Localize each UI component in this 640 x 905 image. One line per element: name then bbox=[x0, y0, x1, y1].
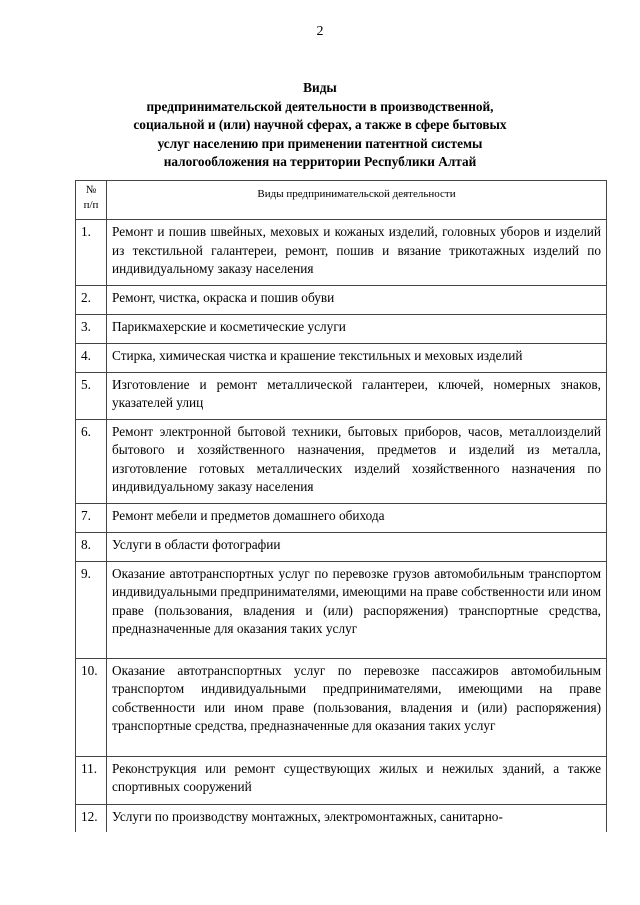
table-row bbox=[76, 220, 607, 286]
row-number: 9. bbox=[76, 561, 107, 658]
title-line-3: социальной и (или) научной сферах, а также в сфере бытовых bbox=[133, 117, 507, 132]
table-row bbox=[76, 804, 607, 832]
row-activity: Ремонт мебели и предметов домашнего обихода bbox=[107, 503, 607, 532]
table-row bbox=[76, 756, 607, 804]
row-activity: Услуги по производству монтажных, электромонтажных, санитарно- bbox=[107, 804, 607, 832]
title-line-5: налогообложения на территории Республики Алтай bbox=[163, 154, 477, 169]
title-line-2: предпринимательской деятельности в производственной, bbox=[146, 98, 494, 114]
row-number: 1. bbox=[76, 220, 107, 286]
table-row bbox=[76, 419, 607, 503]
row-activity: Оказание автотранспортных услуг по перевозке грузов автомобильным транспортом индивидуальными предпринимателями, имеющими на праве собственности или ином праве (пользования, владения и (или) распоряжения) транспортные средства, предназначенные для оказания таких услуг bbox=[107, 561, 607, 658]
row-number: 10. bbox=[76, 658, 107, 756]
activities-table bbox=[75, 180, 607, 832]
table-row bbox=[76, 561, 607, 658]
row-activity: Оказание автотранспортных услуг по перевозке пассажиров автомобильным транспортом индивидуальными предпринимателями, имеющими на праве собственности или ином праве (пользования, владения и (или) распоряжения) транспортные средства, предназначенные для оказания таких услуг bbox=[107, 658, 607, 756]
header-number-line-2: п/п bbox=[83, 199, 99, 211]
row-activity: Ремонт, чистка, окраска и пошив обуви bbox=[107, 285, 607, 314]
table-row bbox=[76, 285, 607, 314]
row-number: 3. bbox=[76, 314, 107, 343]
row-number: 2. bbox=[76, 285, 107, 314]
header-number bbox=[76, 181, 107, 220]
row-activity: Ремонт и пошив швейных, меховых и кожаных изделий, головных уборов и изделий из текстильной галантереи, ремонт, пошив и вязание трикотажных изделий по индивидуальному заказу населения bbox=[107, 220, 607, 286]
row-number: 11. bbox=[76, 756, 107, 804]
table-row bbox=[76, 503, 607, 532]
row-activity: Изготовление и ремонт металлической галантереи, ключей, номерных знаков, указателей улиц bbox=[107, 372, 607, 419]
table-row bbox=[76, 343, 607, 372]
row-activity: Парикмахерские и косметические услуги bbox=[107, 314, 607, 343]
table-row bbox=[76, 314, 607, 343]
header-number-line-1: № bbox=[85, 184, 97, 196]
document-title bbox=[100, 79, 540, 172]
row-number: 8. bbox=[76, 532, 107, 561]
title-line-1: Виды bbox=[303, 80, 337, 95]
row-activity: Стирка, химическая чистка и крашение текстильных и меховых изделий bbox=[107, 343, 607, 372]
row-number: 6. bbox=[76, 419, 107, 503]
row-activity: Ремонт электронной бытовой техники, бытовых приборов, часов, металлоизделий бытового и хозяйственного назначения, предметов и изделий из металла, изготовление готовых металлических изделий хозяйственного назначения по индивидуальному заказу населения bbox=[107, 419, 607, 503]
page-number: 2 bbox=[316, 24, 324, 39]
table-row bbox=[76, 372, 607, 419]
row-activity: Услуги в области фотографии bbox=[107, 532, 607, 561]
row-number: 5. bbox=[76, 372, 107, 419]
row-activity: Реконструкция или ремонт существующих жилых и нежилых зданий, а также спортивных сооружений bbox=[107, 756, 607, 804]
table-header-row bbox=[76, 181, 607, 220]
row-number: 7. bbox=[76, 503, 107, 532]
row-number: 4. bbox=[76, 343, 107, 372]
header-activity: Виды предпринимательской деятельности bbox=[107, 181, 607, 220]
table-row bbox=[76, 658, 607, 756]
row-number: 12. bbox=[76, 804, 107, 832]
title-line-4: услуг населению при применении патентной системы bbox=[157, 135, 483, 151]
table-row bbox=[76, 532, 607, 561]
